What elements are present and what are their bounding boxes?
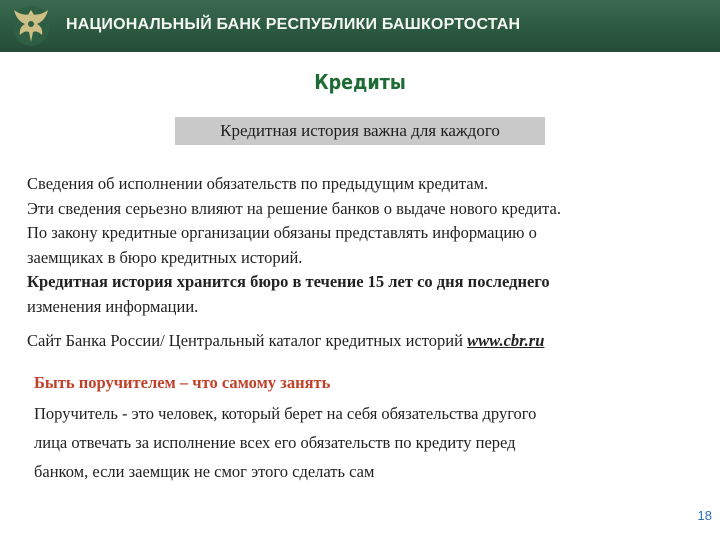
- header-bar: [0, 0, 720, 52]
- subtitle-box: [175, 117, 545, 145]
- site-prefix: Сайт Банка России/ Центральный каталог кредитных историй: [27, 331, 468, 350]
- site-reference: [27, 330, 687, 352]
- guarantor-paragraph: [34, 399, 674, 486]
- page-number: 18: [697, 508, 712, 523]
- guarantor-line: банком, если заемщик не смог этого сделать сам: [34, 462, 375, 481]
- body-paragraph: [27, 172, 687, 319]
- bank-emblem-icon: [10, 4, 52, 48]
- header-title: НАЦИОНАЛЬНЫЙ БАНК РЕСПУБЛИКИ БАШКОРТОСТАН: [66, 16, 521, 33]
- subtitle-text: Кредитная история важна для каждого: [220, 121, 500, 140]
- body-line: изменения информации.: [27, 296, 199, 316]
- cbr-site-link[interactable]: www.cbr.ru: [467, 331, 545, 350]
- body-line-emphasis: Кредитная история хранится бюро в течение 15 лет со дня последнего: [27, 272, 550, 291]
- body-line: заемщиках в бюро кредитных историй.: [27, 247, 303, 267]
- guarantor-line: лица отвечать за исполнение всех его обязательств по кредиту перед: [34, 433, 516, 452]
- guarantor-heading: Быть поручителем – что самому занять: [34, 373, 331, 392]
- body-line: По закону кредитные организации обязаны представлять информацию о: [27, 223, 537, 242]
- body-line: Сведения об исполнении обязательств по предыдущим кредитам.: [27, 174, 489, 193]
- body-line: Эти сведения серьезно влияют на решение банков о выдаче нового кредита.: [27, 198, 561, 218]
- page-title: Кредиты: [314, 70, 406, 94]
- guarantor-line: Поручитель - это человек, который берет на себя обязательства другого: [34, 404, 537, 423]
